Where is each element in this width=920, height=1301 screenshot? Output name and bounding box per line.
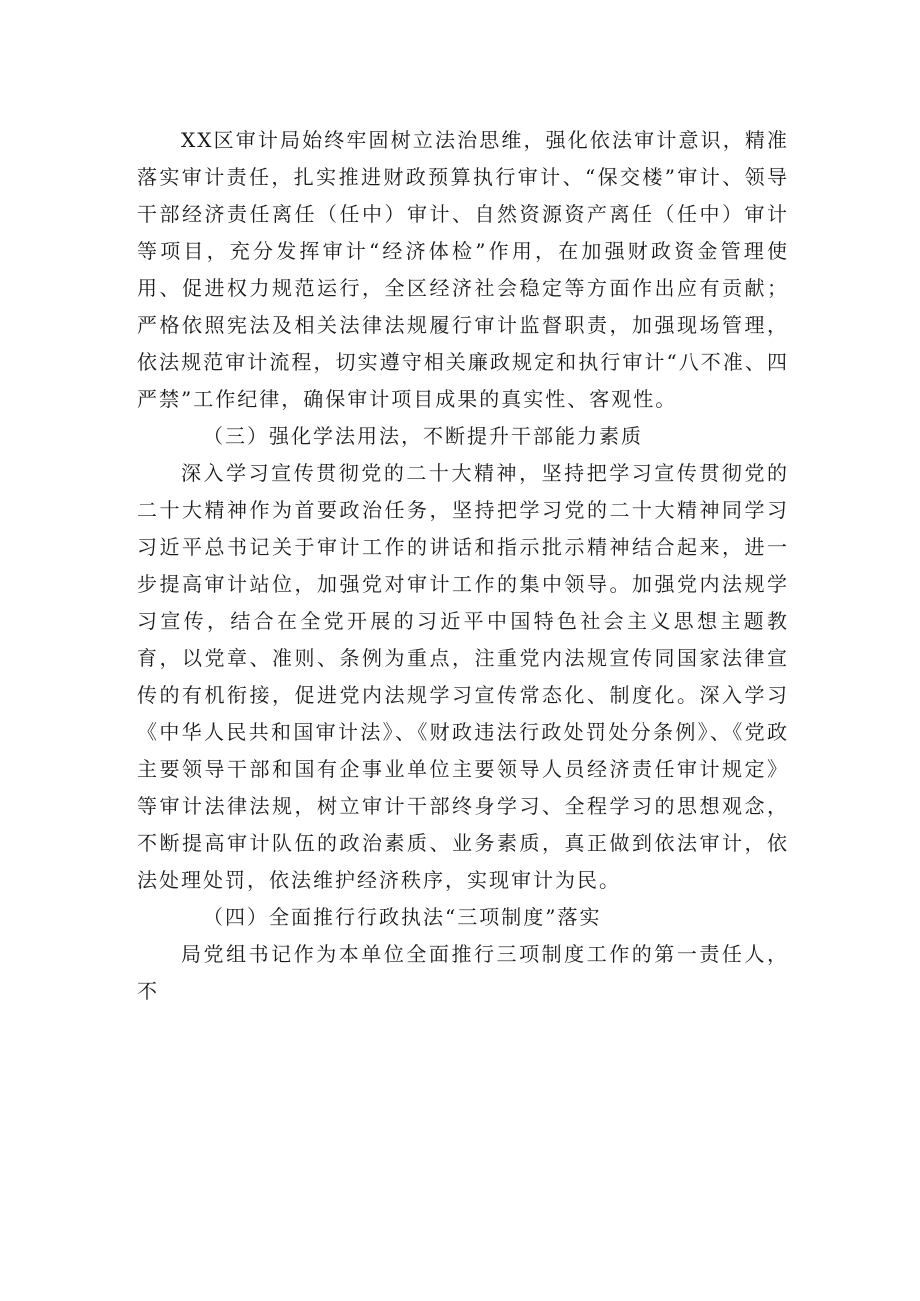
document-body: [137, 122, 789, 1010]
section-heading: （四）全面推行行政执法“三项制度”落实: [203, 905, 602, 929]
body-paragraph: XX区审计局始终牢固树立法治思维，强化依法审计意识，精准落实审计责任，扎实推进财政预算执行审计、“保交楼”审计、领导干部经济责任离任（任中）审计、自然资源资产离任（任中）审计等项目，充分发挥审计“经济体检”作用，在加强财政资金管理使用、促进权力规范运行，全区经济社会稳定等方面作出应有贡献；严格依照宪法及相关法律法规履行审计监督职责，加强现场管理，依法规范审计流程，切实遵守相关廉政规定和执行审计“八不准、四严禁”工作纪律，确保审计项目成果的真实性、客观性。: [137, 128, 789, 411]
section-heading: （三）强化学法用法，不断提升干部能力素质: [203, 424, 643, 448]
body-paragraph: 深入学习宣传贯彻党的二十大精神，坚持把学习宣传贯彻党的二十大精神作为首要政治任务，坚持把学习党的二十大精神同学习习近平总书记关于审计工作的讲话和指示批示精神结合起来，进一步提高审计站位，加强党对审计工作的集中领导。加强党内法规学习宣传，结合在全党开展的习近平中国特色社会主义思想主题教育，以党章、准则、条例为重点，注重党内法规宣传同国家法律宣传的有机衔接，促进党内法规学习宣传常态化、制度化。深入学习《中华人民共和国审计法》、《财政违法行政处罚处分条例》、《党政主要领导干部和国有企事业单位主要领导人员经济责任审计规定》等审计法律法规，树立审计干部终身学习、全程学习的思想观念，不断提高审计队伍的政治素质、业务素质，真正做到依法审计，依法处理处罚，依法维护经济秩序，实现审计为民。: [137, 461, 789, 892]
body-paragraph: 局党组书记作为本单位全面推行三项制度工作的第一责任人，不: [137, 942, 789, 1003]
